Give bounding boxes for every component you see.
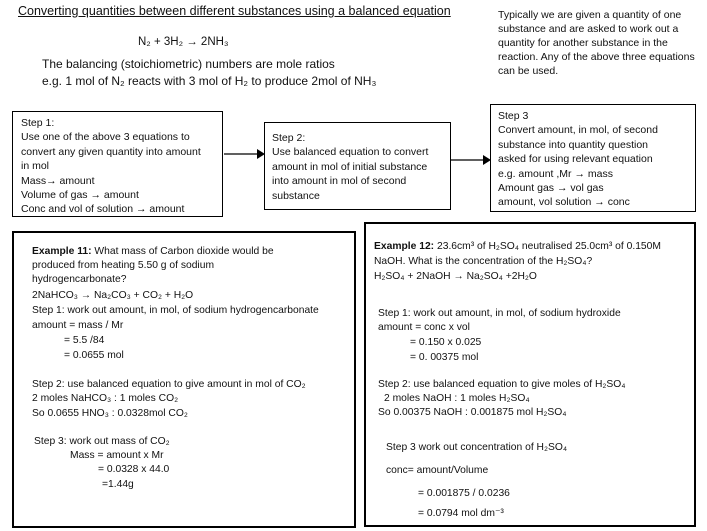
step-text: Step 1: work out amount, in mol, of sodium hydroxide xyxy=(378,308,621,319)
example-12-box xyxy=(364,222,696,527)
step-line: Step 1: xyxy=(21,117,55,129)
step-line: Mass→ amount xyxy=(21,174,95,187)
step-line: Step 3 xyxy=(498,110,529,122)
step-text: = 0.0655 mol xyxy=(64,350,124,361)
example-heading: Example 11: xyxy=(32,246,92,257)
note-text: Typically we are given a quantity of one substance and are asked to work out a quantity for another substance in the reaction. Any of the above three equations can be used. xyxy=(498,9,695,77)
step-text: = 0. 00375 mol xyxy=(410,352,479,363)
arrow-right-icon xyxy=(224,147,266,161)
step-line: Convert amount, in mol, of second xyxy=(498,124,658,137)
balanced-equation: N₂ + 3H₂ → 2NH₃ xyxy=(138,36,229,48)
step-line: Amount gas → vol gas xyxy=(498,182,604,195)
step-text: = 0.0328 x 44.0 xyxy=(98,464,170,475)
step-line: substance xyxy=(272,189,320,202)
step-line: Volume of gas → amount xyxy=(21,189,139,202)
step-text: Step 1: work out amount, in mol, of sodium hydrogencarbonate xyxy=(32,305,319,316)
step-text: 2 moles NaHCO₃ : 1 moles CO₂ xyxy=(32,393,179,404)
step-text: = 0.001875 / 0.0236 xyxy=(418,488,510,499)
step-text: Step 3: work out mass of CO₂ xyxy=(34,436,170,447)
step-line: amount, vol solution → conc xyxy=(498,196,630,209)
arrow-right-icon xyxy=(451,153,493,167)
step-text: = 0.0794 mol dm⁻³ xyxy=(418,508,504,519)
step-text: amount = conc x vol xyxy=(378,322,470,333)
step-1-box xyxy=(12,111,223,217)
step-text: So 0.0655 HNO₃ : 0.0328mol CO₂ xyxy=(32,408,188,419)
step-line: into amount in mol of second xyxy=(272,175,407,188)
step-text: = 5.5 /84 xyxy=(64,335,105,346)
example-heading: Example 12: xyxy=(374,241,435,252)
step-line: amount in mol of initial substance xyxy=(272,160,428,173)
question-line: What mass of Carbon dioxide would be xyxy=(94,246,274,257)
step-line: Use balanced equation to convert xyxy=(272,146,429,159)
step-text: Step 2: use balanced equation to give moles of H₂SO₄ xyxy=(378,379,626,390)
step-text: conc= amount/Volume xyxy=(386,465,489,476)
reaction-equation: 2NaHCO₃ → Na₂CO₃ + CO₂ + H₂O xyxy=(32,290,194,301)
intro-line-2: e.g. 1 mol of N₂ reacts with 3 mol of H₂ to produce 2mol of NH₃ xyxy=(42,74,377,88)
step-text: Mass = amount x Mr xyxy=(70,450,164,461)
step-line: in mol xyxy=(21,160,50,173)
step-text: amount = mass / Mr xyxy=(32,320,124,331)
step-3-box xyxy=(490,104,696,212)
step-line: Use one of the above 3 equations to xyxy=(21,131,190,144)
step-text: So 0.00375 NaOH : 0.001875 mol H₂SO₄ xyxy=(378,407,567,418)
question-line: NaOH. What is the concentration of the H₂SO₄? xyxy=(374,256,593,267)
step-text: = 0.150 x 0.025 xyxy=(410,337,482,348)
step-2-box xyxy=(264,122,451,210)
step-text: 2 moles NaOH : 1 moles H₂SO₄ xyxy=(384,393,530,404)
step-line: substance into quantity question xyxy=(498,138,649,151)
reaction-equation: H₂SO₄ + 2NaOH → Na₂SO₄ +2H₂O xyxy=(374,271,537,282)
step-line: convert any given quantity into amount xyxy=(21,145,201,158)
step-line: Step 2: xyxy=(272,132,306,144)
step-text: =1.44g xyxy=(102,479,134,490)
step-line: asked for using relevant equation xyxy=(498,153,653,166)
step-text: Step 2: use balanced equation to give amount in mol of CO₂ xyxy=(32,379,306,390)
example-11-box xyxy=(12,231,356,528)
question-line: 23.6cm³ of H₂SO₄ neutralised 25.0cm³ of 0.150M xyxy=(436,241,661,252)
step-line: e.g. amount ,Mr → mass xyxy=(498,167,613,180)
question-line: hydrogencarbonate? xyxy=(32,274,127,285)
question-line: produced from heating 5.50 g of sodium xyxy=(32,260,215,271)
step-line: Conc and vol of solution → amount xyxy=(21,203,185,216)
page-title: Converting quantities between different substances using a balanced equation xyxy=(18,4,451,18)
intro-line-1: The balancing (stoichiometric) numbers are mole ratios xyxy=(42,57,335,71)
step-text: Step 3 work out concentration of H₂SO₄ xyxy=(386,442,568,453)
